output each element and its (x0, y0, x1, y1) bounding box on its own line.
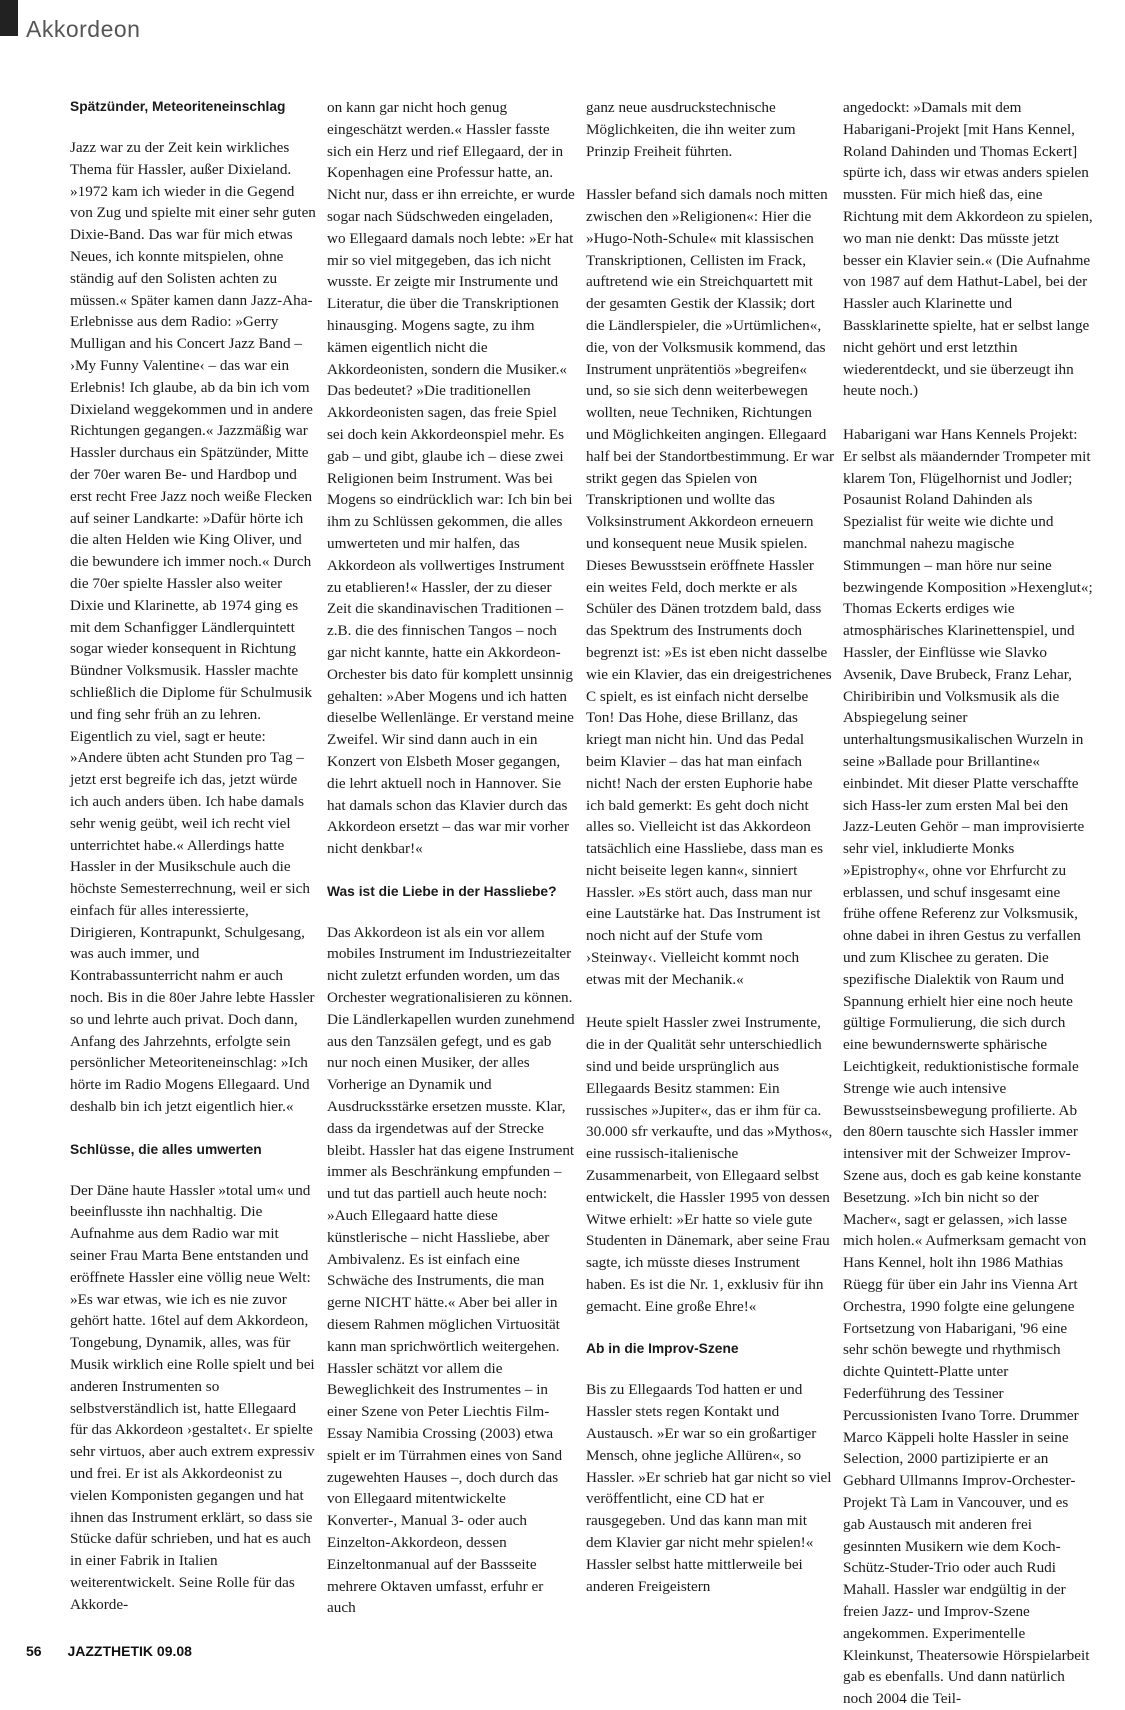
section-marker (0, 0, 18, 36)
body-paragraph: Heute spielt Hassler zwei Instrumente, die in der Qualität sehr unterschiedlich sind und beide ursprünglich aus Ellegaards Besitz stammen: Ein russisches »Jupiter«, das er ihm für ca. 30.000 sfr verkaufte, und das »Mythos«, eine russisch-italienische Zusammenarbeit, von Ellegaard selbst entwickelt, die Hassler 1995 von dessen Witwe erhielt: »Er hatte so viele gute Studenten in Dänemark, aber seine Frau sagte, ich müsste dieses Instrument haben. Es ist die Nr. 1, exklusiv für ihn gemacht. Eine große Ehre!« (586, 1014, 833, 1315)
body-paragraph: ganz neue ausdruckstechnische Möglichkeiten, die ihn weiter zum Prinzip Freiheit führten. (586, 99, 796, 160)
section-heading: Was ist die Liebe in der Hassliebe? (327, 883, 557, 899)
body-paragraph: Habarigani war Hans Kennels Projekt: Er selbst als mäandernder Trompeter mit klarem Ton, Flügelhornist und Jodler; Posaunist Roland Dahinden als Spezialist für weite wie dichte und manchmal nahezu magische Stimmungen – man höre nur seine bezwingende Komposition »Hexenglut«; Thomas Eckerts erdiges wie atmosphärisches Klarinettenspiel, und Hassler, der Einflüsse wie Slavko Avsenik, Dave Brubeck, Franz Lehar, Chiribiribin und Volksmusik als die Abspiegelung seiner unterhaltungsmusikalischen Wurzeln in seine »Ballade pour Brillantine« einbindet. Mit dieser Platte verschaffte sich Hass-ler zum ersten Mal bei den Jazz-Leuten Gehör – man improvisierte sehr viel, inkludierte Monks »Epistrophy«, ohne vor Ehrfurcht zu erblassen, und schuf insgesamt eine frühe offene Referenz zur Volksmusik, ohne dabei in ihren Gestus zu verfallen und zum Klischee zu geraten. Die spezifische Dialektik von Raum und Spannung erhielt hier eine noch heute gültige Formulierung, die sich durch eine bewundernswerte sphärische Leichtigkeit, reduktionistische formale Strenge wie auch intensive Bewusstseinsbewegung profilierte. Ab den 80ern tauschte sich Hassler immer intensiver mit der Schweizer Improv-Szene aus, doch es gab keine konstante Besetzung. »Ich bin nicht so der Macher«, sagt er gelassen, »ich lasse mich holen.« Aufmerksam gemacht von Hans Kennel, holt ihn 1986 Mathias Rüegg für über ein Jahr ins Vienna Art Orchestra, 1990 folgte eine gelungene Fortsetzung von Habarigani, '96 eine sehr schön bewegte und rhythmisch dichte Quintett-Platte unter Federführung des Tessiner Percussionisten Ivano Torre. Drummer Marco Käppeli holte Hassler in seine Selection, 2000 partizipierte er an Gebhard Ullmanns Improv-Orchester-Projekt Tà Lam in Vancouver, und es gab Austausch mit anderen frei gesinnten Musikern wie dem Koch-Schütz-Studer-Trio oder auch Rudi Mahall. Hassler war endgültig in der freien Jazz- und Improv-Szene angekommen. Experimentelle Kleinkunst, Theatersowie Hörspielarbeit gab es ebenfalls. Und dann natürlich noch 2004 die Teil- (843, 425, 1093, 1708)
section-title: Akkordeon (26, 16, 141, 42)
body-paragraph: on kann gar nicht hoch genug eingeschätzt werden.« Hassler fasste sich ein Herz und rief Ellegaard, der in Kopenhagen eine Professur hatte, an. Nicht nur, dass er ihn erreichte, er wurde sogar nach Südschweden eingeladen, wo Ellegaard damals noch lebte: »Er hat mir so viel mitgegeben, das ich nicht wusste. Er zeigte mir Instrumente und Literatur, die über die Transkriptionen hinausging. Mogens sagte, zu ihm kämen eigentlich nicht die Akkordeonisten, sondern die Musiker.« Das bedeutet? »Die traditionellen Akkordeonisten sagen, das freie Spiel sei doch kein Akkordeonspiel mehr. Es gab – und gibt, glaube ich – diese zwei Religionen beim Instrument. Was bei Mogens so eindrücklich war: Ich bin bei ihm zu Schlüssen gekommen, die alles umwerteten und mir halfen, das Akkordeon als vollwertiges Instrument zu etablieren!« Hassler, der zu dieser Zeit die skandinavischen Traditionen – z.B. die des finnischen Tangos – noch gar nicht kannte, hatte ein Akkordeon-Orchester bis dato für komplett unsinnig gehalten: »Aber Mogens und ich hatten dieselbe Wellenlänge. Er verstand meine Zweifel. Wir sind dann auch in ein Konzert von Elsbeth Moser gegangen, die lehrt aktuell noch in Hannover. Sie hat damals schon das Klavier durch das Akkordeon ersetzt – das war mir vorher nicht denkbar!« (327, 99, 575, 858)
magazine-issue: JAZZTHETIK 09.08 (67, 1643, 192, 1659)
article-column-1 (70, 97, 316, 1613)
page-footer (26, 1643, 192, 1659)
section-heading: Ab in die Improv-Szene (586, 1341, 739, 1357)
body-paragraph: angedockt: »Damals mit dem Habarigani-Projekt [mit Hans Kennel, Roland Dahinden und Thomas Eckert] spürte ich, dass wir etwas anders spielen mussten. Für mich hieß das, eine Richtung mit dem Akkordeon zu spielen, wo man nie denkt: Das müsste jetzt besser ein Klavier sein.« (Die Aufnahme von 1987 auf dem Hathut-Label, bei der Hassler auch Klarinette und Bassklarinette spielte, hat er selbst lange nicht gehört und erst letzthin wiederentdeckt, und sie überzeugt ihn heute noch.) (843, 99, 1093, 400)
page-number: 56 (26, 1643, 42, 1659)
body-paragraph: Jazz war zu der Zeit kein wirkliches Thema für Hassler, außer Dixieland. »1972 kam ich wieder in die Gegend von Zug und spielte mit einer sehr guten Dixie-Band. Das war für mich etwas Neues, ich konnte mitspielen, ohne ständig auf den Solisten achten zu müssen.« Später kamen dann Jazz-Aha-Erlebnisse aus dem Radio: »Gerry Mulligan and his Concert Jazz Band – ›My Funny Valentine‹ – das war ein Erlebnis! Ich glaube, ab da bin ich vom Dixieland weggekommen und in andere Richtungen gegangen.« Jazzmäßig war Hassler durchaus ein Spätzünder, Mitte der 70er waren Be- und Hardbop und erst recht Free Jazz noch weiße Flecken auf seiner Landkarte: »Dafür hörte ich die alten Helden wie King Oliver, und die bewundere ich immer noch.« Durch die 70er spielte Hassler also weiter Dixie und Klarinette, ab 1974 ging es mit dem Schanfigger Ländlerquintett sogar wieder konsequent in Richtung Bündner Volksmusik. Hassler machte schließlich die Diplome für Schulmusik und fing sehr früh an zu lehren. Eigentlich zu viel, sagt er heute: »Andere übten acht Stunden pro Tag – jetzt erst begreife ich das, jetzt würde ich auch anders üben. Ich habe damals sehr wenig geübt, weil ich recht viel unterrichtet habe.« Allerdings hatte Hassler in der Musikschule auch die höchste Semesterrechnung, weil er sich einfach für alles interessierte, Dirigieren, Kontrapunkt, Schulgesang, was auch immer, und Kontrabassunterricht nahm er auch noch. Bis in die 80er Jahre lebte Hassler so und lehrte auch privat. Doch dann, Anfang des Jahrzehnts, erfolgte sein persönlicher Meteoriteneinschlag: »Ich hörte im Radio Mogens Ellegaard. Und deshalb bin ich jetzt eigentlich hier.« (70, 139, 316, 1116)
body-paragraph: Hassler befand sich damals noch mitten zwischen den »Religionen«: Hier die »Hugo-Noth-Schule« mit klassischen Transkriptionen, Cellisten im Frack, auftretend wie ein Streichquartett mit der gesamten Gestik der Klassik; dort die Ländlerspieler, die »Urtümlichen«, die, von der Volksmusik kommend, das Instrument unprätentiös »begreifen« und, so sie sich denn weiterbewegen wollten, neue Techniken, Richtungen und Möglichkeiten angingen. Ellegaard half bei der Standortbestimmung. Er war strikt gegen das Spielen von Transkriptionen und wollte das Volksinstrument Akkordeon erneuern und konsequent neue Musik spielen. Dieses Bewusstsein eröffnete Hassler ein weites Feld, doch merkte er als Schüler des Dänen trotzdem bald, dass das Spektrum des Instruments doch begrenzt ist: »Es ist eben nicht dasselbe wie ein Klavier, das ein dreigestrichenes C spielt, es ist einfach nicht derselbe Ton! Das Hohe, diese Brillanz, das kriegt man nicht hin. Und das Pedal beim Klavier – das hat man einfach nicht! Nach der ersten Euphorie habe ich bald gemerkt: Es geht doch nicht alles so. Vielleicht ist das Akkordeon tatsächlich eine Hassliebe, dass man es nicht beiseite legen kann«, sinniert Hassler. »Es stört auch, dass man nur eine Lautstärke hat. Das Instrument ist noch nicht auf der Stufe vom ›Steinway‹. Vielleicht kommt noch etwas mit der Mechanik.« (586, 186, 834, 988)
article-column-4 (843, 97, 1093, 1708)
article-column-2 (327, 97, 575, 1617)
section-heading: Schlüsse, die alles umwerten (70, 1141, 262, 1157)
article-column-3 (586, 97, 834, 1607)
body-paragraph: Der Däne haute Hassler »total um« und beeinflusste ihn nachhaltig. Die Aufnahme aus dem Radio war mit seiner Frau Marta Bene entstanden und eröffnete Hassler eine völlig neue Welt: »Es war etwas, wie ich es nie zuvor gehört hatte. 16tel auf dem Akkordeon, Tongebung, Dynamik, alles, was für Musik wirklich eine Rolle spielt und bei anderen Instrumenten so selbstverständlich ist, hatte Ellegaard für das Akkordeon ›gestaltet‹. Er spielte sehr virtuos, aber auch extrem expressiv und frei. Er ist als Akkordeonist zu vielen Komponisten gegangen und hat ihnen das Instrument erklärt, so dass sie Stücke dafür schrieben, und hat es auch in einer Fabrik in Italien weiterentwickelt. Seine Rolle für das Akkorde- (70, 1181, 315, 1613)
section-heading: Spätzünder, Meteoriteneinschlag (70, 99, 286, 114)
body-paragraph: Das Akkordeon ist als ein vor allem mobiles Instrument im Industriezeitalter nicht zuletzt erfunden worden, um das Orchester wegrationalisieren zu können. Die Ländlerkapellen wurden zunehmend aus den Tanzsälen gefegt, und es gab nur noch einen Musiker, der alles Vorherige an Dynamik und Ausdrucksstärke ersetzen musste. Klar, dass da irgendetwas auf der Strecke bleibt. Hassler hat das eigene Instrument immer als Beschränkung empfunden – und tut das partiell auch heute noch: »Auch Ellegaard hatte diese künstlerische – nicht Hassliebe, aber Ambivalenz. Es ist einfach eine Schwäche des Instruments, die man gerne NICHT hätte.« Aber bei aller in diesem Rahmen möglichen Virtuosität kann man sprichwörtlich weitergehen. Hassler schätzt vor allem die Beweglichkeit des Instrumentes – in einer Szene von Peter Liechtis Film-Essay Namibia Crossing (2003) etwa spielt er im Türrahmen eines von Sand zugewehten Hauses –, doch durch das von Ellegaard mitentwickelte Konverter-, Manual 3- oder auch Einzelton-Akkordeon, dessen Einzeltonmanual auf der Bassseite mehrere Oktaven umfasst, erfuhr er auch (327, 923, 575, 1617)
body-paragraph: Bis zu Ellegaards Tod hatten er und Hassler stets regen Kontakt und Austausch. »Er war so ein großartiger Mensch, ohne jegliche Allüren«, so Hassler. »Er schrieb hat gar nicht so viel veröffentlicht, eine CD hat er rausgegeben. Und das kann man mit dem Klavier gar nicht mehr spielen!« Hassler selbst hatte mittlerweile bei anderen Freigeistern (586, 1381, 832, 1595)
